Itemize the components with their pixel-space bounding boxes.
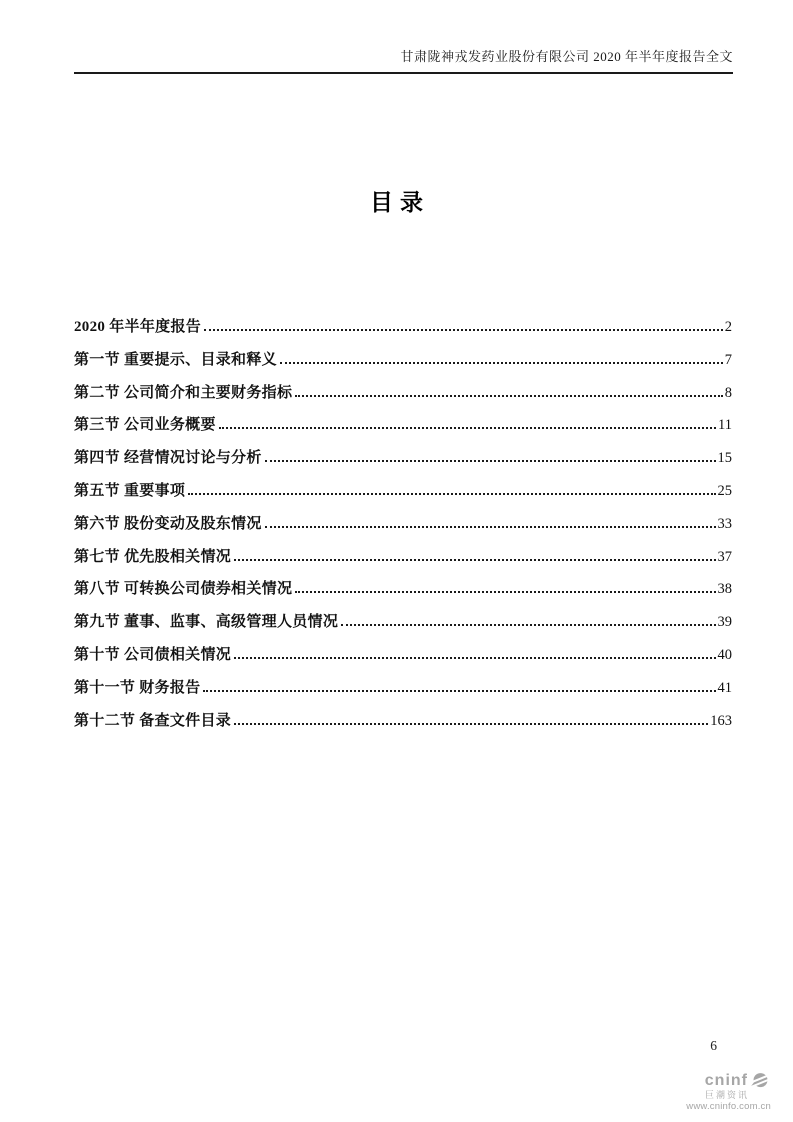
toc-entry [74,311,732,344]
toc-entry-title: 第八节 可转换公司债券相关情况 [74,581,293,598]
toc-entry-title: 第六节 股份变动及股东情况 [74,515,262,532]
page-header [74,46,733,74]
toc-entry [74,573,732,606]
toc-entry-page: 8 [724,384,732,401]
toc-entry [74,377,732,410]
toc-entry-title: 第七节 优先股相关情况 [74,548,232,565]
toc-entry-page: 163 [710,712,732,729]
toc-entry-page: 15 [717,450,732,467]
toc-entry [74,344,732,377]
cninfo-logo-row [686,1072,771,1090]
toc-entry-page: 37 [717,548,732,565]
toc-entry-title: 第十一节 财务报告 [74,679,201,696]
toc-leader-dots [295,591,715,593]
cninfo-url: www.cninfo.com.cn [686,1101,771,1113]
toc-entry [74,672,732,705]
page-number: 6 [710,1038,717,1053]
toc-entry-page: 11 [718,417,732,434]
toc-entry-page: 41 [717,679,732,696]
toc-entry-title: 第十二节 备查文件目录 [74,712,232,729]
toc-entry-page: 33 [717,515,732,532]
cninfo-swirl-icon [750,1072,771,1090]
running-title: 甘肃陇神戎发药业股份有限公司 2020 年半年度报告全文 [400,49,733,64]
toc-entry [74,409,732,442]
toc-entry-title: 第一节 重要提示、目录和释义 [74,351,277,368]
toc-entry [74,541,732,574]
toc-entry-page: 39 [717,614,732,631]
toc-entry-page: 2 [724,319,732,335]
toc-entry [74,705,732,738]
cninfo-chinese-name: 巨潮资讯 [704,1090,749,1100]
toc-leader-dots [219,427,716,429]
toc-leader-dots [295,395,722,397]
toc-entry-page: 7 [724,351,732,368]
toc-entry-title: 第四节 经营情况讨论与分析 [74,450,262,467]
cninfo-brand-text: cninf [704,1071,748,1089]
toc-leader-dots [234,559,715,561]
toc-leader-dots [203,690,715,692]
toc-entry-page: 25 [717,482,732,499]
toc-leader-dots [265,526,716,528]
toc-entry [74,442,732,475]
toc-entry-title: 第五节 重要事项 [74,482,186,499]
toc-entry [74,508,732,541]
toc-entry [74,639,732,672]
page-title: 目录 [370,190,430,215]
toc-entry-title: 第二节 公司简介和主要财务指标 [74,384,293,401]
toc-leader-dots [204,329,723,331]
cninfo-logo [686,1072,771,1112]
toc-entry-page: 40 [717,646,732,663]
toc-entry [74,606,732,639]
toc-leader-dots [341,624,715,626]
toc-entry-page: 38 [717,581,732,598]
toc-entry-title: 第三节 公司业务概要 [74,417,216,434]
toc-leader-dots [234,657,715,659]
toc-entry-title: 2020 年半年度报告 [74,319,202,335]
table-of-contents [74,311,732,737]
toc-leader-dots [265,460,716,462]
toc-entry-title: 第九节 董事、监事、高级管理人员情况 [74,614,339,631]
toc-leader-dots [280,362,723,364]
toc-leader-dots [188,493,715,495]
toc-entry [74,475,732,508]
toc-leader-dots [234,723,708,725]
toc-entry-title: 第十节 公司债相关情况 [74,646,232,663]
